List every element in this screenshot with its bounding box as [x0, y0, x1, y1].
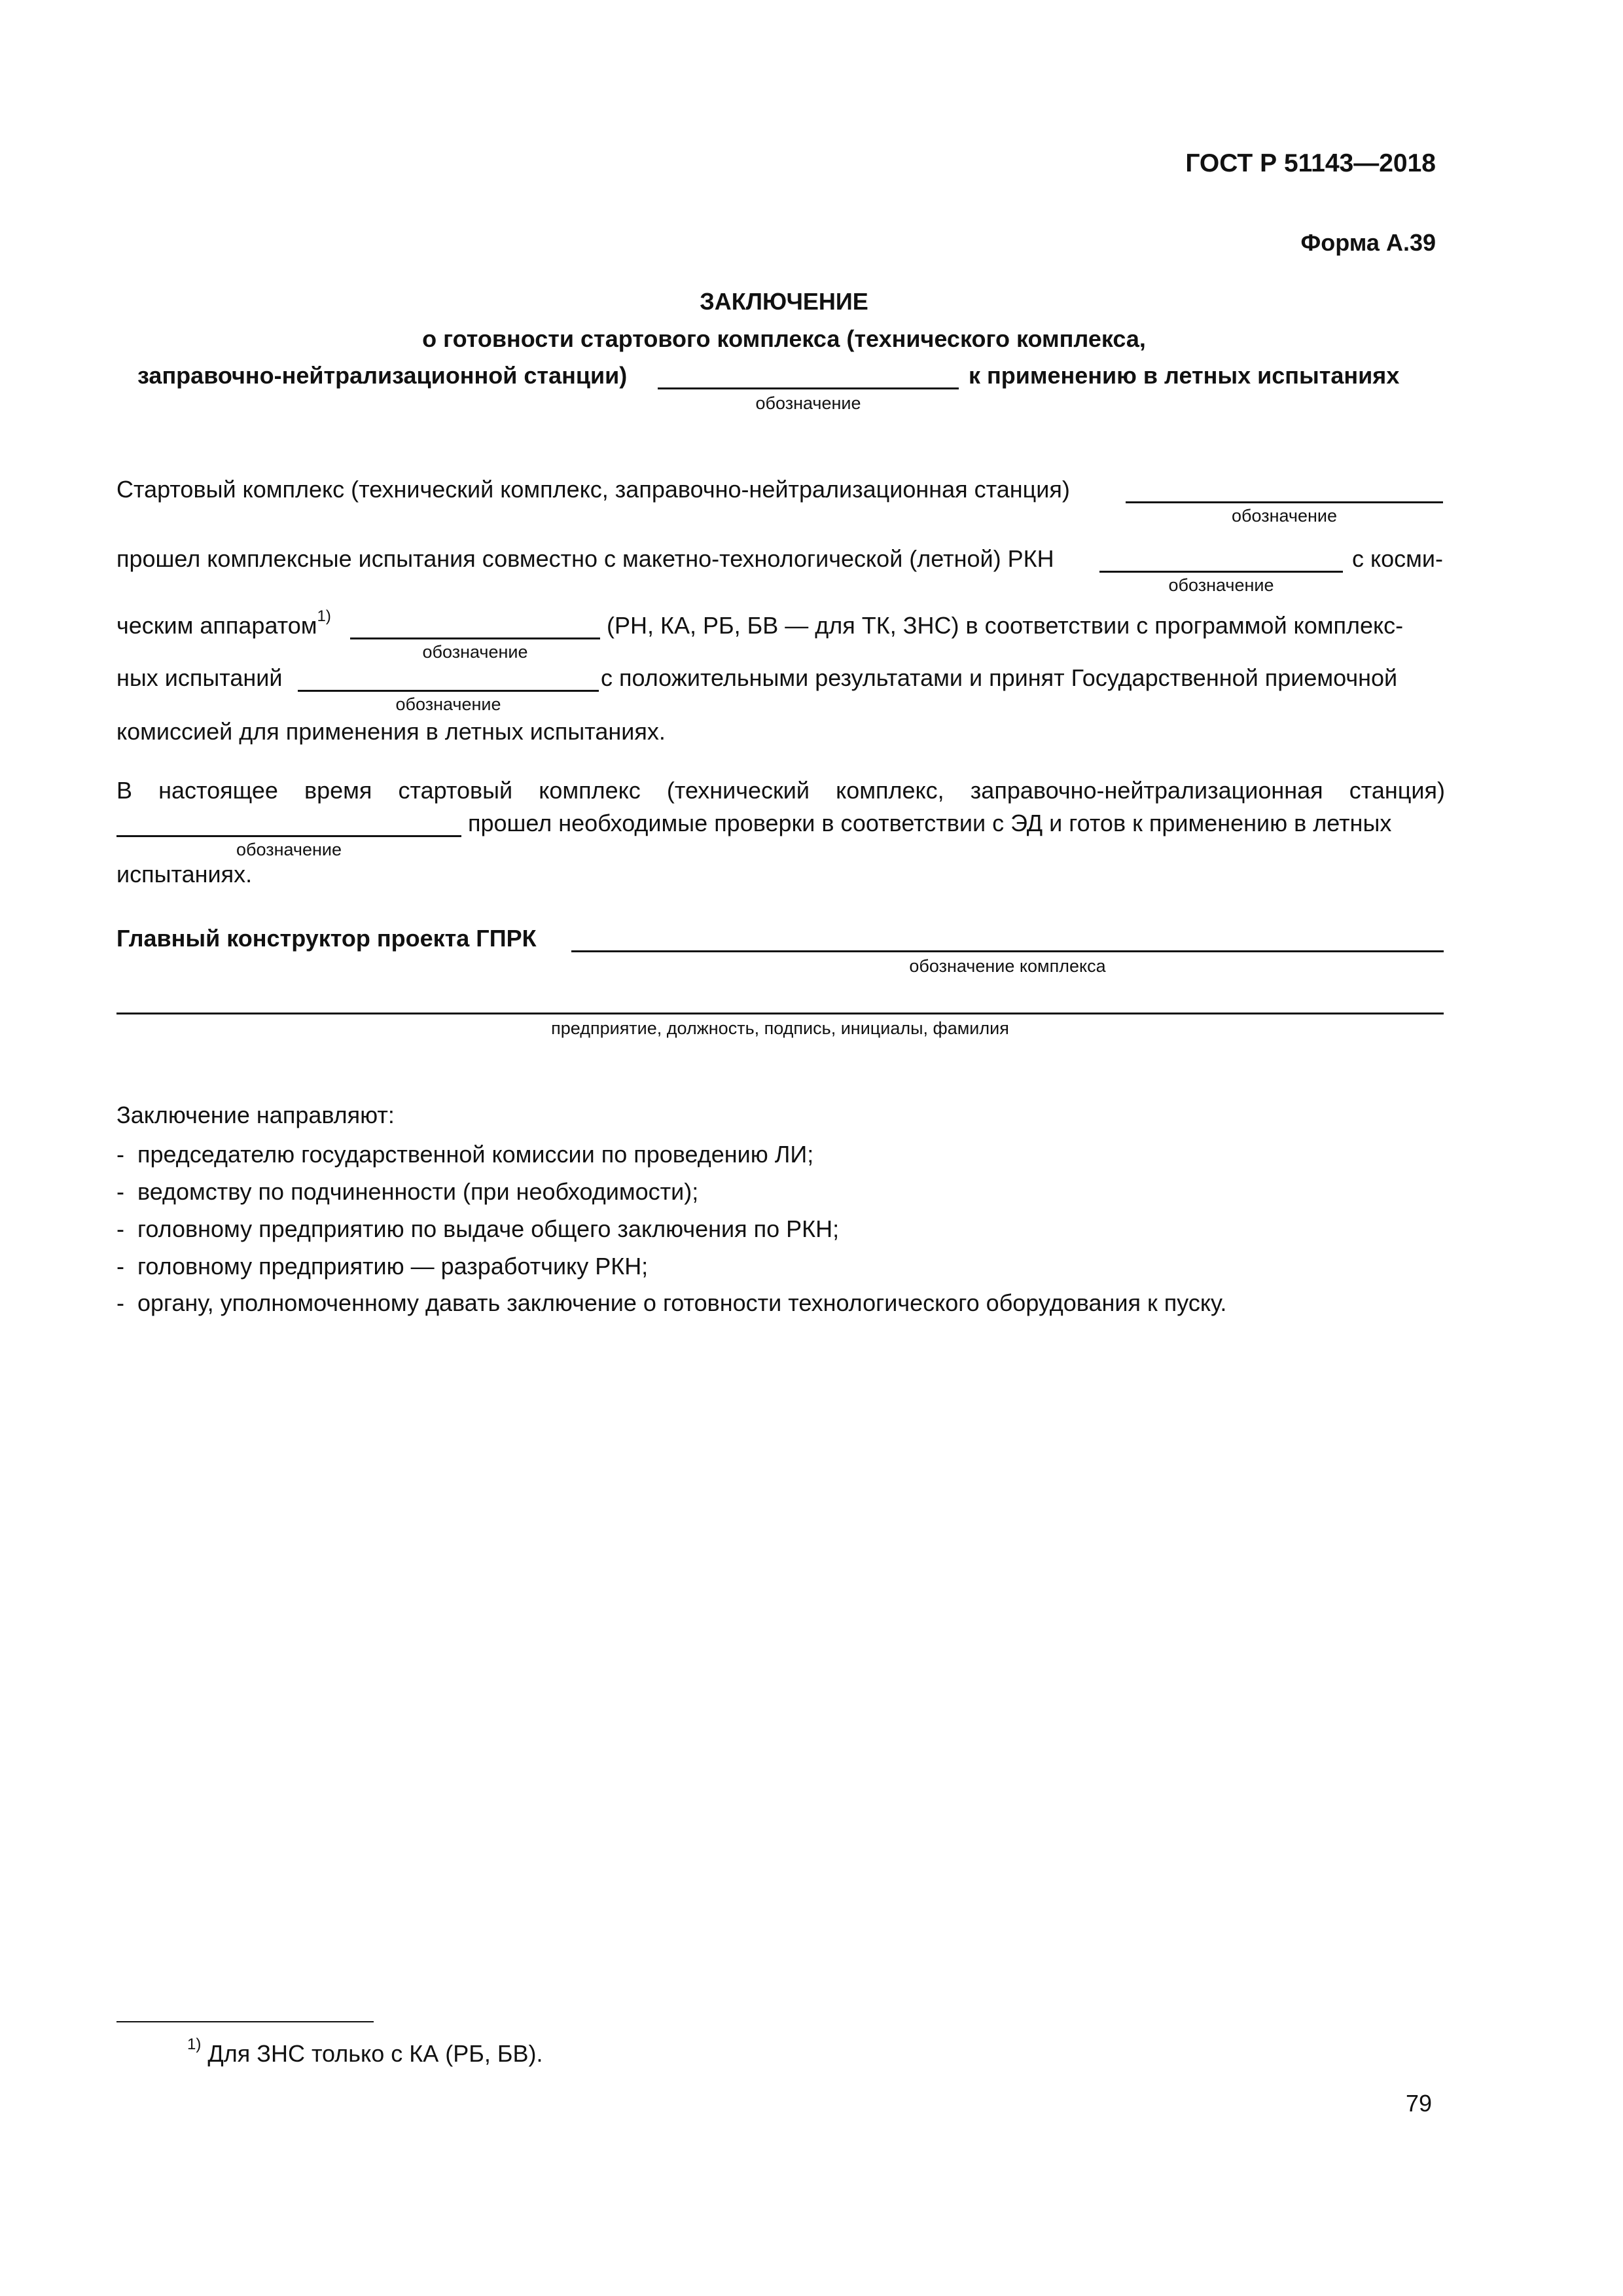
- title-blank-field[interactable]: [658, 387, 959, 389]
- signature-person-field[interactable]: [116, 1013, 1444, 1014]
- para1-line1: Стартовый комплекс (технический комплекс, заправочно-нейтрализационная станция): [116, 476, 1070, 503]
- recipients-heading: Заключение направляют:: [116, 1102, 395, 1128]
- list-dash: -: [116, 1141, 124, 1168]
- para1-line3-left: [116, 607, 331, 639]
- para2-line1: В настоящее время стартовый комплекс (технический комплекс, заправочно-нейтрализационная станция): [116, 777, 1445, 804]
- para2-caption: обозначение: [236, 840, 342, 859]
- title-subline: о готовности стартового комплекса (технического комплекса,: [422, 325, 1146, 352]
- list-dash: -: [116, 1253, 124, 1280]
- para2-line3: испытаниях.: [116, 861, 253, 888]
- para1-line4-right: с положительными результатами и принят Государственной приемочной: [601, 664, 1398, 691]
- list-item: [116, 1289, 1226, 1317]
- para1-line3-text: ческим аппаратом: [116, 612, 317, 639]
- list-item: [116, 1141, 813, 1168]
- list-dash: -: [116, 1215, 124, 1242]
- form-number: Форма А.39: [1300, 229, 1436, 256]
- standard-designation: ГОСТ Р 51143—2018: [1185, 149, 1436, 177]
- footnote-mark: 1): [187, 2036, 202, 2053]
- title-field-caption: обозначение: [755, 393, 861, 413]
- para1-line2-right: с косми-: [1352, 545, 1444, 572]
- page-number: 79: [1405, 2090, 1432, 2117]
- signature-caption2: предприятие, должность, подпись, инициалы, фамилия: [551, 1018, 1009, 1038]
- para1-blank4[interactable]: [298, 690, 599, 692]
- para2-line2: прошел необходимые проверки в соответствии с ЭД и готов к применению в летных: [468, 810, 1392, 836]
- signature-label: Главный конструктор проекта ГПРК: [116, 925, 537, 952]
- para1-caption1: обозначение: [1232, 506, 1337, 526]
- para1-blank1[interactable]: [1126, 501, 1443, 503]
- para1-line5: комиссией для применения в летных испытаниях.: [116, 718, 666, 745]
- footnote-divider: [116, 2021, 374, 2022]
- list-item: [116, 1253, 648, 1280]
- list-item-text: председателю государственной комиссии по проведению ЛИ;: [137, 1141, 814, 1168]
- list-item-text: головному предприятию по выдаче общего заключения по РКН;: [137, 1215, 840, 1242]
- signature-project-field[interactable]: [571, 950, 1444, 952]
- list-item: [116, 1178, 698, 1206]
- title-line3-right: к применению в летных испытаниях: [969, 362, 1400, 389]
- para1-line3-right: (РН, КА, РБ, БВ — для ТК, ЗНС) в соответствии с программой комплекс-: [607, 612, 1404, 639]
- list-dash: -: [116, 1178, 124, 1205]
- para1-line2-left: прошел комплексные испытания совместно с макетно-технологической (летной) РКН: [116, 545, 1054, 572]
- footnote: [187, 2036, 543, 2068]
- para1-caption2: обозначение: [1168, 575, 1274, 595]
- footnote-reference[interactable]: 1): [317, 607, 331, 625]
- para1-caption4: обозначение: [395, 694, 501, 714]
- para1-blank3[interactable]: [350, 637, 600, 639]
- list-dash: -: [116, 1289, 124, 1316]
- list-item: [116, 1215, 839, 1243]
- list-item-text: органу, уполномоченному давать заключение о готовности технологического оборудования к пуску.: [137, 1289, 1227, 1316]
- signature-caption1: обозначение комплекса: [909, 956, 1106, 976]
- para1-line4-left: ных испытаний: [116, 664, 283, 691]
- footnote-text: Для ЗНС только с КА (РБ, БВ).: [207, 2040, 543, 2067]
- para1-caption3: обозначение: [422, 642, 528, 662]
- document-title: ЗАКЛЮЧЕНИЕ: [700, 288, 868, 315]
- para1-blank2[interactable]: [1099, 571, 1343, 573]
- para2-blank[interactable]: [116, 835, 461, 837]
- list-item-text: ведомству по подчиненности (при необходимости);: [137, 1178, 699, 1205]
- title-line3-left: заправочно-нейтрализационной станции): [137, 362, 628, 389]
- list-item-text: головному предприятию — разработчику РКН;: [137, 1253, 649, 1280]
